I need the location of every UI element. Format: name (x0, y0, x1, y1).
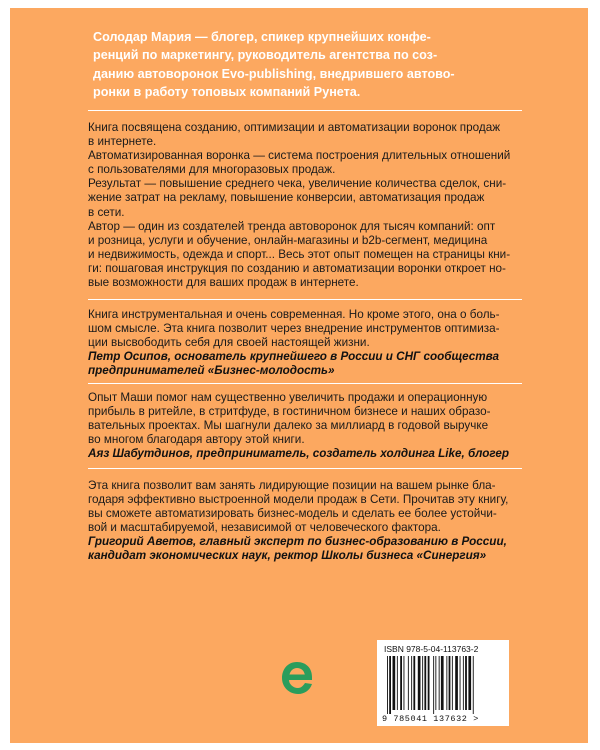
description-line: и недвижимость, одежда и спорт... Весь этот опыт помещен на страницы кни- (88, 247, 511, 261)
barcode-bar (418, 656, 421, 710)
author-bio (93, 28, 528, 101)
divider (88, 110, 522, 111)
description-line: Результат — повышение среднего чека, увеличение количества сделок, сни- (88, 177, 507, 191)
barcode-bar (441, 656, 444, 710)
barcode-bar (452, 656, 453, 710)
barcode-bar (460, 656, 461, 710)
review-line: ции высвободить себя для своей настоящей жизни. (88, 336, 370, 350)
review-line: вы сможете автоматизировать бизнес-модель и сделать ее более устойчи- (88, 507, 497, 521)
barcode-bar (439, 656, 440, 710)
description-line: вые возможности для ваших продаж в интернете. (88, 276, 359, 290)
review-line: прибыль в ритейле, в стритфуде, в гостиничном бизнесе и наших образо- (88, 405, 491, 419)
barcode-bar (422, 656, 423, 710)
barcode-bar (449, 656, 451, 710)
barcode-bar (389, 656, 391, 714)
barcode-bar (411, 656, 412, 710)
review-author: Аяз Шабутдинов, предприниматель, создатель холдинга Like, блогер (88, 447, 509, 461)
description-line: и розница, услуги и обучение, онлайн-магазины и b2b-сегмент, медицина (88, 233, 488, 247)
barcode-bar (424, 656, 426, 710)
barcode-bar (404, 656, 405, 710)
barcode-bar (413, 656, 415, 710)
review-line: во многом благодаря автору этой книги. (88, 433, 305, 447)
review-author: Григорий Аветов, главный эксперт по бизнес-образованию в России, (88, 535, 507, 549)
review-author: кандидат экономических наук, ректор Школы бизнеса «Синергия» (88, 549, 487, 563)
description-line: Автоматизированная воронка — система построения длительных отношений (88, 149, 511, 163)
description-line: Книга посвящена созданию, оптимизации и автоматизации воронок продаж (88, 121, 501, 134)
description-line: в сети. (88, 205, 125, 219)
bio-line: данию автоворонок Evo-publishing, внедрившего автово- (93, 66, 455, 81)
review-avetov (88, 479, 524, 564)
bio-line: ронки в работу топовых компаний Рунета. (93, 84, 361, 99)
barcode-bar (435, 656, 436, 710)
review-line: годаря эффективно выстроенной модели продаж в Сети. Прочитав эту книгу, (88, 493, 509, 507)
barcode-bars (385, 656, 503, 714)
description-line: с пользователями для многоразовых продаж. (88, 163, 336, 177)
divider (88, 468, 522, 469)
description-line: Автор — один из создателей тренда автоворонок для тысяч компаний: опт (88, 219, 496, 233)
review-author: предпринимателей «Бизнес-молодость» (88, 364, 335, 378)
eksmo-logo-icon (279, 659, 315, 697)
bio-line: ренций по маркетингу, руководитель агентства по соз- (93, 48, 438, 63)
review-line: вательных проектах. Мы шагнули далеко за миллиард в годовой выручке (88, 419, 489, 433)
review-author: Петр Осипов, основатель крупнейшего в России и СНГ сообщества (88, 350, 500, 364)
barcode-bar (387, 656, 388, 714)
barcode-bar (397, 656, 398, 710)
review-line: Опыт Маши помог нам существенно увеличить продажи и операционную (88, 391, 488, 404)
description-line: жение затрат на рекламу, повышение конверсии, автоматизация продаж (88, 191, 485, 205)
divider (88, 383, 522, 384)
bio-line: Солодар Мария — блогер, спикер крупнейших конфе- (93, 30, 431, 44)
review-line: Эта книга позволит вам занять лидирующие позиции на вашем рынке бла- (88, 479, 496, 492)
barcode-bar (473, 656, 474, 714)
barcode-bar (446, 656, 447, 710)
barcode-bar (400, 656, 402, 710)
barcode-bar (408, 656, 409, 710)
barcode-bar (468, 656, 471, 710)
barcode-bar (433, 656, 434, 714)
barcode-bar (463, 656, 464, 710)
description-line: в интернете. (88, 135, 157, 149)
review-line: Книга инструментальная и очень современная. Но кроме этого, она о боль- (88, 308, 500, 321)
description-line: ги: пошаговая инструкция по созданию и автоматизации воронки откроет но- (88, 261, 506, 275)
barcode-bar (393, 656, 396, 710)
review-osipov (88, 308, 524, 378)
barcode-bar (428, 656, 430, 710)
review-line: вой и масштабируемой, независимой от человеческого фактора. (88, 521, 441, 535)
barcode-digits: 9 785041 137632 > (382, 714, 479, 724)
barcode-bar (455, 656, 458, 710)
divider (88, 299, 522, 300)
review-shabutdinov (88, 391, 524, 461)
barcode-bar (465, 656, 467, 710)
review-line: шом смысле. Эта книга позволит через внедрение инструментов оптимиза- (88, 322, 500, 336)
book-description (88, 121, 524, 290)
isbn-number: ISBN 978-5-04-113763-2 (384, 644, 479, 654)
